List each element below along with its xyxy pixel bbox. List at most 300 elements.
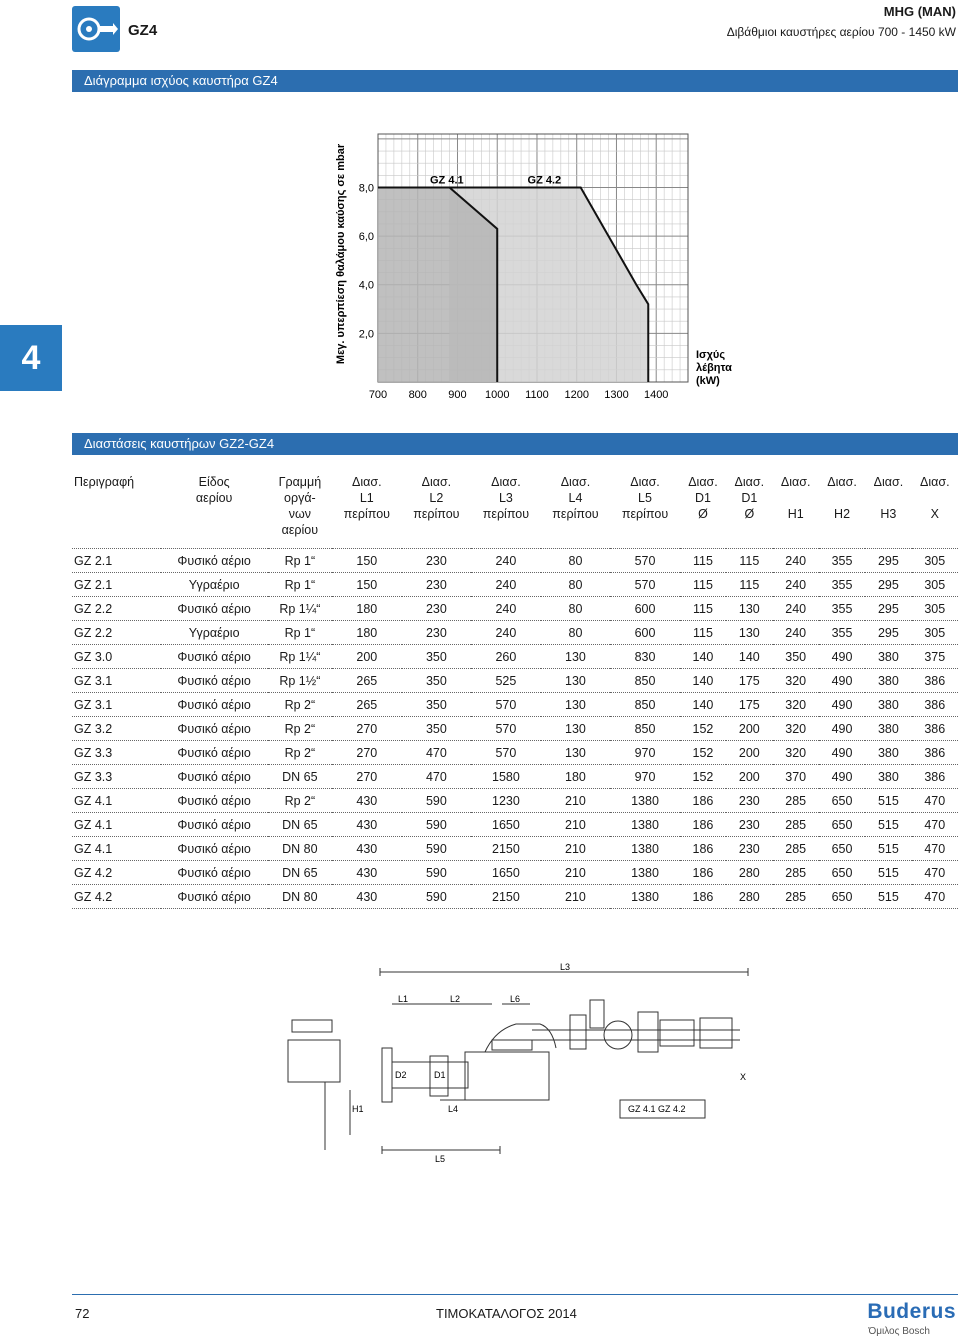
power-chart-svg	[330, 120, 760, 410]
table-cell: Rp 2“	[268, 693, 332, 717]
table-cell: 650	[819, 789, 865, 813]
table-header-line: Διασ.	[734, 475, 765, 489]
series-label: GZ 4.1	[430, 174, 464, 187]
table-cell: 265	[332, 693, 402, 717]
table-header-cell	[865, 474, 911, 549]
table-cell: 470	[912, 789, 958, 813]
x-tick-label: 900	[448, 389, 467, 401]
table-header-line: οργά-	[284, 491, 316, 505]
table-cell: 150	[332, 573, 402, 597]
table-cell: 230	[726, 813, 772, 837]
table-header-line: H1	[787, 507, 804, 521]
page-number: 72	[75, 1306, 90, 1321]
table-header-line: Διασ.	[352, 475, 382, 489]
table-row	[72, 765, 958, 789]
table-row	[72, 693, 958, 717]
burner-icon	[72, 6, 120, 52]
table-header-line: Διασ.	[421, 475, 452, 489]
table-cell: 320	[773, 741, 819, 765]
table-header-cell	[912, 474, 958, 549]
table-row	[72, 669, 958, 693]
table-row	[72, 597, 958, 621]
table-cell: 350	[402, 717, 472, 741]
table-header-line: D1	[694, 491, 711, 505]
table-cell: 285	[773, 789, 819, 813]
table-cell: 180	[332, 597, 402, 621]
table-cell: GZ 4.2	[72, 885, 161, 909]
table-cell: 1380	[610, 885, 680, 909]
table-cell: 386	[912, 765, 958, 789]
y-tick-label: 8,0	[358, 182, 374, 195]
table-cell: 515	[865, 861, 911, 885]
x-tick-label: 1400	[643, 389, 669, 401]
table-header-cell	[773, 474, 819, 549]
table-cell: 240	[773, 573, 819, 597]
brand-subtitle: Όμιλος Bosch	[868, 1326, 930, 1337]
label-L5: L5	[435, 1154, 446, 1164]
table-header-line: αερίου	[281, 523, 319, 537]
chapter-tab: 4	[0, 325, 62, 391]
table-header-line: νων	[288, 507, 311, 521]
table-cell: 355	[819, 549, 865, 573]
table-cell: GZ 3.3	[72, 765, 161, 789]
model-title: GZ4	[128, 22, 158, 39]
table-cell: 200	[332, 645, 402, 669]
table-cell: 200	[726, 765, 772, 789]
section-title-dimensions: Διαστάσεις καυστήρων GZ2-GZ4	[72, 433, 958, 455]
table-cell: 295	[865, 597, 911, 621]
table-row	[72, 741, 958, 765]
table-cell: Rp 1½“	[268, 669, 332, 693]
table-cell: Rp 1“	[268, 573, 332, 597]
table-cell: 1650	[471, 813, 541, 837]
table-header-line: Ø	[744, 507, 755, 521]
burner-logo	[72, 6, 120, 52]
table-body	[72, 549, 958, 909]
drawing-plate-text: GZ 4.1 GZ 4.2	[628, 1104, 686, 1114]
table-cell: 470	[912, 813, 958, 837]
table-cell: 186	[680, 885, 726, 909]
x-tick-label: 700	[368, 389, 388, 401]
table-header-line	[914, 490, 956, 506]
table-header-line: περίπου	[552, 507, 599, 521]
table-cell: 280	[726, 861, 772, 885]
table-header-cell	[471, 474, 541, 549]
table-cell: 1650	[471, 861, 541, 885]
table-cell: 130	[541, 717, 611, 741]
table-cell: GZ 3.2	[72, 717, 161, 741]
table-cell: 600	[610, 621, 680, 645]
label-L2: L2	[450, 994, 461, 1004]
table-cell: 200	[726, 717, 772, 741]
table-cell: 230	[726, 789, 772, 813]
table-header-line: Είδος	[198, 475, 230, 489]
table-cell: DN 80	[268, 885, 332, 909]
table-cell: 970	[610, 765, 680, 789]
table-cell: 430	[332, 789, 402, 813]
table-cell: 970	[610, 741, 680, 765]
table-cell: 650	[819, 861, 865, 885]
table-header-line: Περιγραφή	[74, 475, 135, 489]
table-cell: 350	[402, 669, 472, 693]
table-cell: Υγραέριο	[161, 573, 268, 597]
table-cell: 2150	[471, 885, 541, 909]
table-cell: Φυσικό αέριο	[161, 597, 268, 621]
table-cell: 210	[541, 885, 611, 909]
table-cell: 590	[402, 861, 472, 885]
table-cell: 305	[912, 549, 958, 573]
table-cell: Φυσικό αέριο	[161, 765, 268, 789]
table-cell: 115	[726, 573, 772, 597]
table-header-cell	[161, 474, 268, 549]
table-cell: 186	[680, 861, 726, 885]
y-tick-label: 2,0	[358, 328, 374, 341]
table-cell: 130	[726, 621, 772, 645]
table-cell: 200	[726, 741, 772, 765]
table-cell: 470	[402, 741, 472, 765]
table-header-line: περίπου	[343, 507, 390, 521]
table-cell: 175	[726, 669, 772, 693]
table-cell: 280	[726, 885, 772, 909]
table-cell: 305	[912, 573, 958, 597]
table-cell: 130	[541, 645, 611, 669]
table-cell: 180	[332, 621, 402, 645]
table-cell: GZ 2.1	[72, 573, 161, 597]
burner-drawing-svg	[270, 960, 770, 1170]
table-cell: 490	[819, 765, 865, 789]
label-L3: L3	[560, 962, 571, 972]
table-cell: 270	[332, 717, 402, 741]
table-header-cell	[726, 474, 772, 549]
table-cell: 490	[819, 717, 865, 741]
table-cell: 240	[773, 549, 819, 573]
table-header-cell	[610, 474, 680, 549]
table-cell: 850	[610, 693, 680, 717]
table-cell: 590	[402, 837, 472, 861]
table-cell: 370	[773, 765, 819, 789]
table-cell: 240	[773, 597, 819, 621]
table-header-cell	[819, 474, 865, 549]
label-H1: H1	[352, 1104, 364, 1114]
table-cell: Rp 1¼“	[268, 645, 332, 669]
table-cell: GZ 3.0	[72, 645, 161, 669]
x-tick-label: 800	[408, 389, 427, 401]
table-cell: DN 65	[268, 861, 332, 885]
table-cell: 570	[471, 741, 541, 765]
table-header-line: Διασ.	[827, 475, 857, 489]
x-axis-label-line: λέβητα	[696, 362, 732, 374]
table-header-cell	[72, 474, 161, 549]
table-cell: Φυσικό αέριο	[161, 885, 268, 909]
table-cell: 210	[541, 789, 611, 813]
table-cell: 295	[865, 573, 911, 597]
table-cell: 515	[865, 885, 911, 909]
x-tick-label: 1000	[484, 389, 510, 401]
table-cell: Φυσικό αέριο	[161, 813, 268, 837]
series-subtitle: Διβάθμιοι καυστήρες αερίου 700 - 1450 kW	[726, 25, 956, 39]
table-cell: GZ 2.2	[72, 621, 161, 645]
table-cell: 270	[332, 765, 402, 789]
table-cell: 210	[541, 813, 611, 837]
table-cell: 265	[332, 669, 402, 693]
table-header-line: Διασ.	[780, 475, 811, 489]
table-cell: 1380	[610, 813, 680, 837]
table-cell: 230	[726, 837, 772, 861]
table-cell: 115	[680, 597, 726, 621]
table-cell: DN 65	[268, 813, 332, 837]
table-header-line: L3	[498, 491, 513, 505]
table-header-line: περίπου	[413, 507, 460, 521]
table-cell: 515	[865, 837, 911, 861]
table-cell: Φυσικό αέριο	[161, 549, 268, 573]
table-cell: 650	[819, 885, 865, 909]
table-cell: 230	[402, 597, 472, 621]
table-row	[72, 861, 958, 885]
table-cell: 260	[471, 645, 541, 669]
x-tick-label: 1300	[604, 389, 629, 401]
table-header-line	[821, 490, 863, 506]
series-title: MHG (MAN)	[883, 4, 956, 19]
table-cell: 490	[819, 669, 865, 693]
table-header-line: Διασ.	[630, 475, 660, 489]
table-cell: 152	[680, 717, 726, 741]
table-header-line: D1	[741, 491, 758, 505]
table-header-line	[867, 490, 909, 506]
table-cell: 240	[471, 549, 541, 573]
table-cell: GZ 4.2	[72, 861, 161, 885]
table-cell: 350	[402, 693, 472, 717]
table-row	[72, 717, 958, 741]
table-cell: 355	[819, 621, 865, 645]
table-cell: GZ 2.2	[72, 597, 161, 621]
table-header-line: περίπου	[621, 507, 669, 521]
table-cell: 380	[865, 645, 911, 669]
table-header-line: Διασ.	[873, 475, 904, 489]
x-tick-label: 1100	[525, 389, 549, 401]
table-cell: 470	[402, 765, 472, 789]
table-header-line: περίπου	[482, 507, 530, 521]
table-cell: Φυσικό αέριο	[161, 837, 268, 861]
table-cell: 570	[610, 549, 680, 573]
footer-rule	[72, 1294, 958, 1295]
label-L6: L6	[510, 994, 521, 1004]
table-header-line: Διασ.	[560, 475, 591, 489]
table-cell: Φυσικό αέριο	[161, 693, 268, 717]
table-cell: 140	[726, 645, 772, 669]
table-cell: 305	[912, 621, 958, 645]
table-cell: 240	[471, 573, 541, 597]
table-header-row	[72, 474, 958, 549]
table-row	[72, 621, 958, 645]
table-cell: 490	[819, 741, 865, 765]
section-title-power-chart: Διάγραμμα ισχύος καυστήρα GZ4	[72, 70, 958, 92]
table-cell: 1580	[471, 765, 541, 789]
table-cell: 490	[819, 693, 865, 717]
table-cell: Rp 2“	[268, 741, 332, 765]
table-cell: Φυσικό αέριο	[161, 717, 268, 741]
x-tick-label: 1200	[564, 389, 589, 401]
table-cell: 380	[865, 717, 911, 741]
label-L4: L4	[448, 1104, 459, 1114]
table-cell: 186	[680, 837, 726, 861]
table-cell: 130	[726, 597, 772, 621]
catalog-title: ΤΙΜΟΚΑΤΑΛΟΓΟΣ 2014	[436, 1306, 577, 1321]
table-cell: 430	[332, 885, 402, 909]
table-cell: Φυσικό αέριο	[161, 861, 268, 885]
table-cell: 150	[332, 549, 402, 573]
table-cell: 850	[610, 717, 680, 741]
label-D1: D1	[434, 1070, 446, 1080]
table-header-line: Ø	[698, 507, 708, 521]
table-cell: 175	[726, 693, 772, 717]
table-cell: 130	[541, 669, 611, 693]
table-header-cell	[402, 474, 472, 549]
table-cell: 350	[773, 645, 819, 669]
table-cell: Φυσικό αέριο	[161, 669, 268, 693]
label-X: X	[740, 1072, 747, 1082]
table-cell: 152	[680, 765, 726, 789]
table-cell: 80	[541, 573, 611, 597]
table-cell: 590	[402, 885, 472, 909]
table-cell: 515	[865, 813, 911, 837]
table-cell: 80	[541, 621, 611, 645]
table-cell: 320	[773, 669, 819, 693]
table-row	[72, 645, 958, 669]
table-header-line: L1	[359, 491, 374, 505]
table-cell: 285	[773, 837, 819, 861]
table-cell: 180	[541, 765, 611, 789]
table-cell: 186	[680, 813, 726, 837]
table-cell: 295	[865, 549, 911, 573]
table-cell: 470	[912, 885, 958, 909]
table-header-line: αερίου	[195, 491, 233, 505]
table-cell: GZ 2.1	[72, 549, 161, 573]
power-chart	[330, 120, 760, 410]
brand-logo: Buderus	[867, 1300, 956, 1323]
table-cell: 115	[680, 573, 726, 597]
table-cell: Rp 2“	[268, 717, 332, 741]
table-cell: Rp 1¼“	[268, 597, 332, 621]
table-cell: 80	[541, 597, 611, 621]
table-cell: 590	[402, 813, 472, 837]
table-header-line: Γραμμή	[278, 475, 322, 489]
table-cell: 140	[680, 645, 726, 669]
table-cell: 240	[471, 621, 541, 645]
table-cell: GZ 4.1	[72, 789, 161, 813]
table-cell: 285	[773, 885, 819, 909]
table-cell: 1380	[610, 861, 680, 885]
table-cell: 240	[773, 621, 819, 645]
table-cell: 600	[610, 597, 680, 621]
table-cell: 230	[402, 549, 472, 573]
table-cell: 140	[680, 669, 726, 693]
table-header-line: Διασ.	[920, 475, 950, 489]
table-cell: 80	[541, 549, 611, 573]
table-cell: 355	[819, 597, 865, 621]
table-cell: 515	[865, 789, 911, 813]
y-tick-label: 6,0	[358, 231, 374, 244]
table-row	[72, 789, 958, 813]
table-header-cell	[268, 474, 332, 549]
table-cell: 115	[680, 549, 726, 573]
table-cell: 430	[332, 837, 402, 861]
y-tick-label: 4,0	[358, 279, 374, 292]
table-header-cell	[680, 474, 726, 549]
table-cell: 570	[471, 717, 541, 741]
table-cell: 380	[865, 741, 911, 765]
table-row	[72, 885, 958, 909]
table-cell: Φυσικό αέριο	[161, 645, 268, 669]
table-cell: 380	[865, 765, 911, 789]
table-cell: 2150	[471, 837, 541, 861]
table-header-line: Διασ.	[491, 475, 521, 489]
label-L1: L1	[398, 994, 409, 1004]
table-header-line: L2	[429, 491, 444, 505]
table-header-line: H2	[834, 507, 851, 521]
table-cell: 470	[912, 837, 958, 861]
table-cell: GZ 3.3	[72, 741, 161, 765]
table-cell: GZ 3.1	[72, 669, 161, 693]
table-row	[72, 837, 958, 861]
table-cell: 270	[332, 741, 402, 765]
table-cell: 386	[912, 693, 958, 717]
burner-dimension-drawing	[270, 960, 770, 1170]
table-cell: 1380	[610, 789, 680, 813]
table-cell: GZ 4.1	[72, 813, 161, 837]
table-cell: 320	[773, 717, 819, 741]
table-cell: Rp 1“	[268, 549, 332, 573]
table-cell: 380	[865, 669, 911, 693]
table-cell: Φυσικό αέριο	[161, 789, 268, 813]
table-cell: DN 65	[268, 765, 332, 789]
table-cell: 285	[773, 813, 819, 837]
table-cell: GZ 3.1	[72, 693, 161, 717]
table-cell: Φυσικό αέριο	[161, 741, 268, 765]
table-cell: 386	[912, 741, 958, 765]
table-cell: 210	[541, 861, 611, 885]
table-cell: 430	[332, 861, 402, 885]
table-header-line: H3	[880, 507, 897, 521]
table-cell: Υγραέριο	[161, 621, 268, 645]
table-cell: GZ 4.1	[72, 837, 161, 861]
table-cell: 650	[819, 837, 865, 861]
table-row	[72, 813, 958, 837]
table-cell: 320	[773, 693, 819, 717]
table-cell: 305	[912, 597, 958, 621]
table-cell: 850	[610, 669, 680, 693]
table-cell: 240	[471, 597, 541, 621]
table-header-cell	[541, 474, 611, 549]
table-cell: 470	[912, 861, 958, 885]
table-cell: Rp 1“	[268, 621, 332, 645]
series-label: GZ 4.2	[527, 174, 562, 187]
table-cell: 130	[541, 693, 611, 717]
table-cell: 285	[773, 861, 819, 885]
table-cell: 380	[865, 693, 911, 717]
dimensions-table	[72, 474, 958, 909]
table-row	[72, 549, 958, 573]
table-cell: 355	[819, 573, 865, 597]
table-cell: 650	[819, 813, 865, 837]
table-cell: 1380	[610, 837, 680, 861]
table-cell: 295	[865, 621, 911, 645]
table-cell: 830	[610, 645, 680, 669]
table-cell: 570	[610, 573, 680, 597]
table-cell: 525	[471, 669, 541, 693]
table-header-line	[775, 490, 817, 506]
table-cell: Rp 2“	[268, 789, 332, 813]
table-cell: 130	[541, 741, 611, 765]
